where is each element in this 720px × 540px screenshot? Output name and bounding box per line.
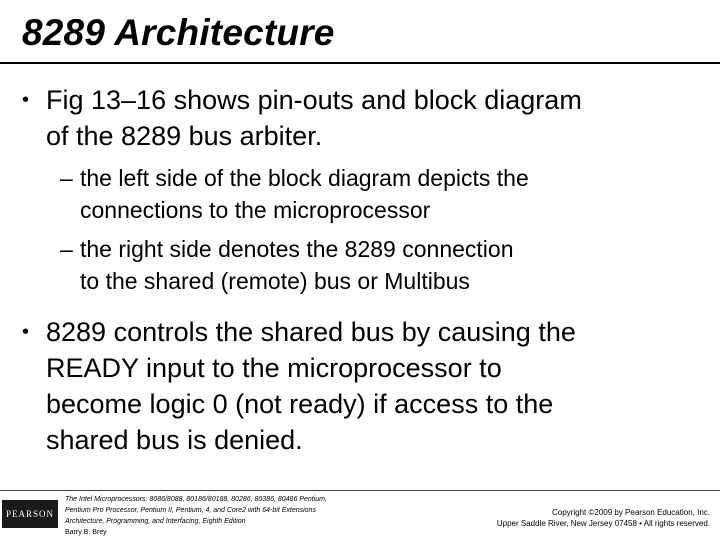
bullet-text xyxy=(46,82,582,154)
pearson-logo: PEARSON xyxy=(2,500,58,528)
sub-bullet-line: to the shared (remote) bus or Multibus xyxy=(80,268,470,294)
copyright-notice xyxy=(497,507,710,529)
bullet-line: Fig 13–16 shows pin-outs and block diagram xyxy=(46,85,582,115)
slide-title: 8289 Architecture xyxy=(22,12,335,53)
sub-bullet-line: the left side of the block diagram depicts the xyxy=(80,165,529,191)
book-citation xyxy=(65,494,327,538)
copyright-line: Upper Saddle River, New Jersey 07458 • All rights reserved. xyxy=(496,519,710,528)
copyright-line: Copyright ©2009 by Pearson Education, Inc. xyxy=(552,508,710,517)
book-citation-line: Architecture, Programming, and Interfacing, Eighth Edition xyxy=(65,518,246,525)
bullet-line: 8289 controls the shared bus by causing the xyxy=(46,317,576,347)
sub-bullet-text xyxy=(80,233,514,297)
sub-bullet-marker: – xyxy=(60,165,73,191)
bullet-line: shared bus is denied. xyxy=(46,425,303,455)
title-divider xyxy=(0,62,720,64)
footer-divider xyxy=(0,490,720,491)
bullet-marker: • xyxy=(22,89,30,111)
bullet-marker: • xyxy=(22,321,30,343)
book-author: Barry B. Brey xyxy=(65,529,107,536)
bullet-line: of the 8289 bus arbiter. xyxy=(46,121,323,151)
bullet-text xyxy=(46,314,576,458)
book-citation-line: Pentium Pro Processor, Pentium II, Pentium, 4, and Core2 with 64-bit Extensions xyxy=(65,507,316,514)
bullet-line: READY input to the microprocessor to xyxy=(46,353,502,383)
bullet-line: become logic 0 (not ready) if access to the xyxy=(46,389,554,419)
book-citation-line: The Intel Microprocessors: 8086/8088, 80186/80188, 80286, 80386, 80486 Pentium, xyxy=(65,496,327,503)
sub-bullet-text xyxy=(80,162,529,226)
sub-bullet-marker: – xyxy=(60,236,73,262)
sub-bullet-line: connections to the microprocessor xyxy=(80,197,431,223)
sub-bullet-line: the right side denotes the 8289 connection xyxy=(80,236,514,262)
